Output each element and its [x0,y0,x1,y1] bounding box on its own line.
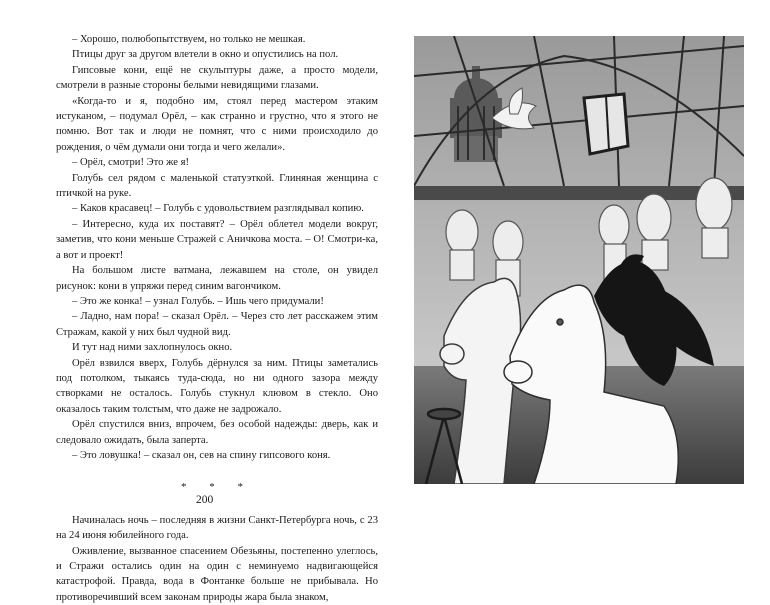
paragraph: – Хорошо, полюбопытствуем, но только не мешкая. [72,34,306,45]
paragraph: – Это ловушка! – сказал он, сев на спину гипсового коня. [72,449,331,461]
paragraph: – Интересно, куда их поставят? – Орёл облетел модели вокруг, заметив, что кони меньше Стражей с Аничкова моста. – О! Смотри-ка, а вот и проект! [56,218,378,261]
text-column [56,32,378,605]
page-number: 200 [196,494,214,506]
section-separator: * * * [181,481,253,494]
paragraph: Орёл спустился вниз, впрочем, без особой надежды: дверь, как и следовало ожидать, была заперта. [56,419,378,446]
shelf [414,186,744,200]
paragraph: Голубь сел рядом с маленькой статуэткой. Глиняная женщина с птичкой на руке. [56,172,378,200]
paragraph: – Каков красавец! – Голубь с удовольствием разглядывал копию. [72,203,364,215]
paragraph: Гипсовые кони, ещё не скульптуры даже, а просто модели, смотрели в разные стороны белыми невидящими глазами. [56,64,378,92]
paragraph: «Когда-то и я, подобно им, стоял перед мастером этаким истуканом, – подумал Орёл, – как странно и грустно, что я этого не помню. Вот так и люди не помнят, что с ними происходило до рождения, о чём думали они тогда и чего желали». [56,95,378,153]
paragraph: Птицы друг за другом влетели в окно и опустились на пол. [72,49,339,61]
illustration-drawing [414,36,744,484]
paragraph: Начиналась ночь – последняя в жизни Санкт-Петербурга ночь, с 23 на 24 июня юбилейного года. [56,514,378,542]
paragraph: На большом листе ватмана, лежавшем на столе, он увидел рисунок: кони в упряжи перед синим вагончиком. [56,265,378,292]
paragraph: И тут над ними захлопнулось окно. [72,342,233,354]
illustration [414,36,744,484]
paragraph: – Ладно, нам пора! – сказал Орёл. – Через сто лет расскажем этим Стражам, какой у них был чудной вид. [56,311,378,338]
paragraph: Оживление, вызванное спасением Обезьяны, постепенно улеглось, и Стражи остались один на один с неминуемо надвигающейся катастрофой. Правда, вода в Фонтанке больше не прибывала. Но противоречивший всем законам природы жара была знаком, [56,545,378,603]
paragraph: Орёл взвился вверх, Голубь дёрнулся за ним. Птицы заметались под потолком, тыкаясь туда-сюда, но ни одного зазора между створками не осталось. Голубь стукнул клювом в стекло. Оно оказалось таким толстым, что даже не задрожало. [56,357,378,415]
paragraph: – Орёл, смотри! Это же я! [72,157,190,169]
paragraph: – Это же конка! – узнал Голубь. – Ишь чего придумали! [72,295,324,307]
open-window [584,94,628,154]
